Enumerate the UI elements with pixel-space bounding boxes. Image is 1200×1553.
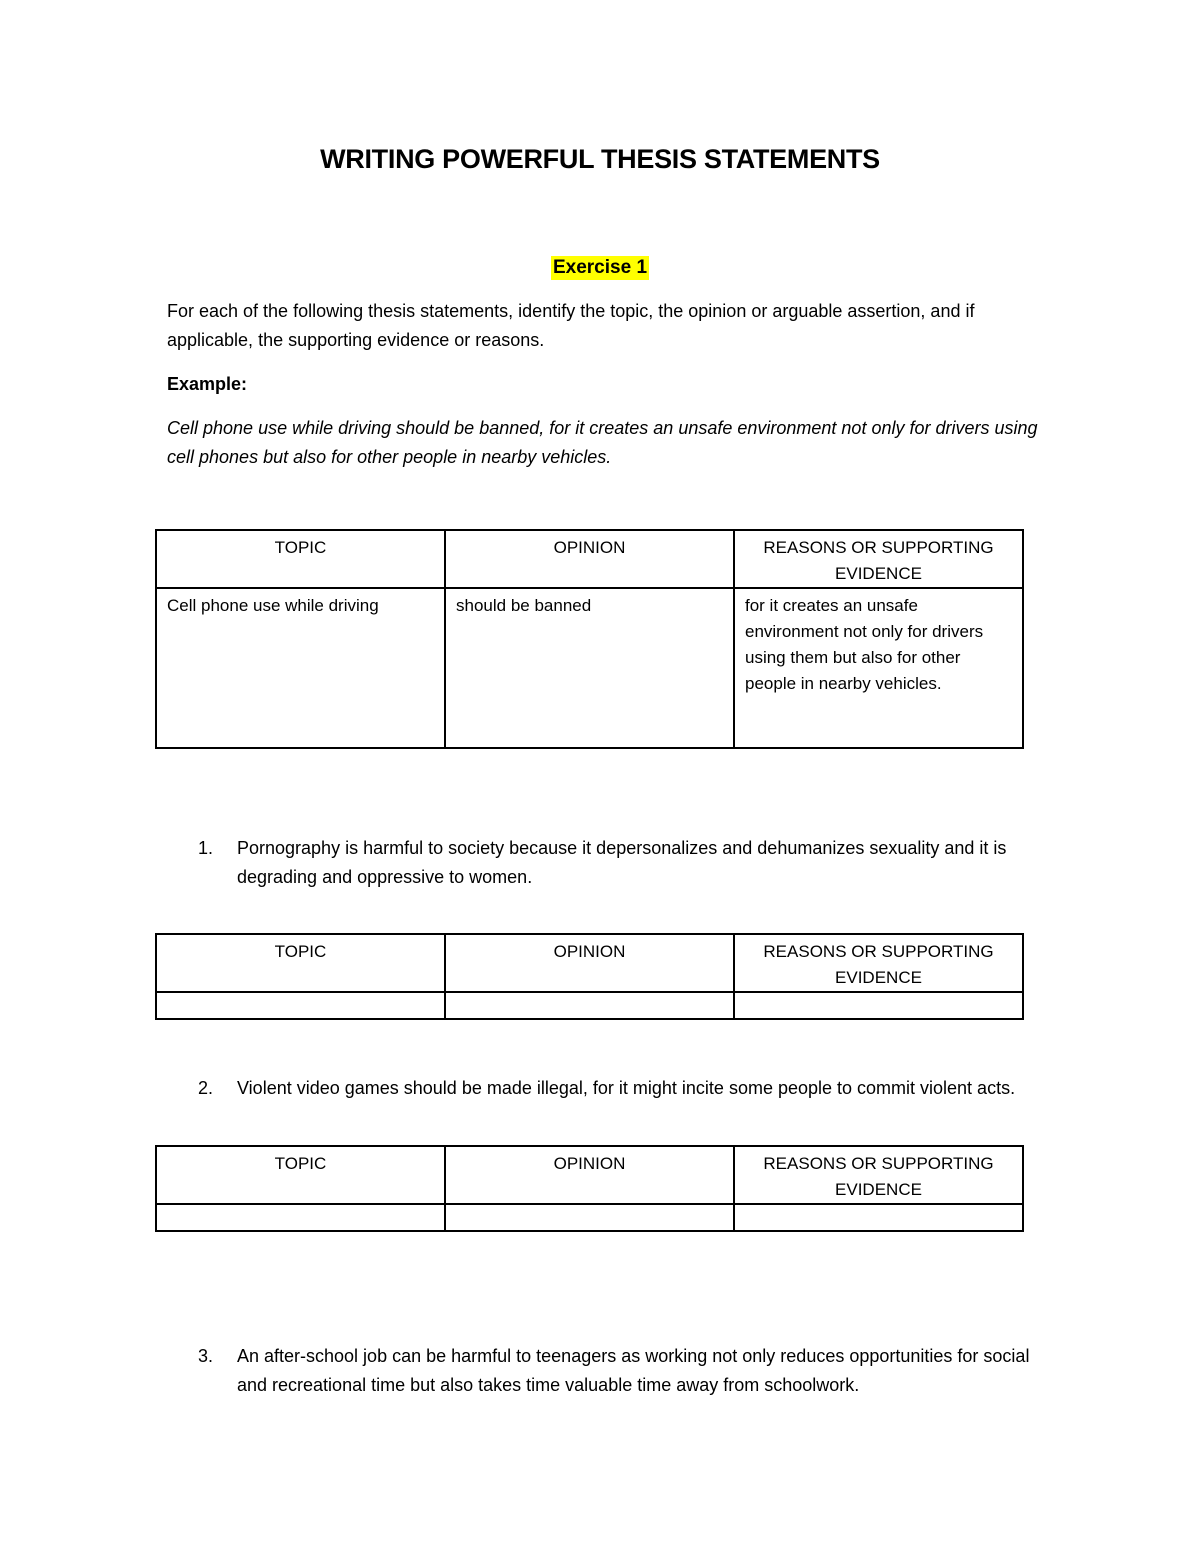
table-header-row (156, 530, 1023, 588)
question-number: 3. (198, 1346, 214, 1366)
header-topic: TOPIC (156, 530, 445, 588)
header-opinion: OPINION (445, 530, 734, 588)
question-text: Pornography is harmful to society because it depersonalizes and dehumanizes sexuality and it is degrading and oppressive to women. (237, 838, 1007, 887)
answer-cell-reasons[interactable] (734, 992, 1023, 1019)
table-row (156, 588, 1023, 748)
question-number: 1. (198, 838, 214, 858)
exercise-heading (0, 256, 1200, 280)
table-header-row (156, 934, 1023, 992)
table-header-row (156, 1146, 1023, 1204)
example-label: Example: (167, 374, 248, 394)
answer-table-2 (155, 1145, 1024, 1232)
answer-cell-opinion[interactable] (445, 992, 734, 1019)
header-topic: TOPIC (156, 934, 445, 992)
example-text: Cell phone use while driving should be banned, for it creates an unsafe environment not only for drivers using cell phones but also for other people in nearby vehicles. (167, 418, 1038, 467)
header-reasons: REASONS OR SUPPORTING EVIDENCE (734, 1146, 1023, 1204)
answer-cell-opinion[interactable] (445, 1204, 734, 1231)
instructions: For each of the following thesis statements, identify the topic, the opinion or arguable assertion, and if applicable, the supporting evidence or reasons. (167, 301, 975, 350)
cell-topic: Cell phone use while driving (156, 588, 445, 748)
answer-cell-topic[interactable] (156, 1204, 445, 1231)
answer-row (156, 1204, 1023, 1231)
header-opinion: OPINION (445, 1146, 734, 1204)
answer-cell-reasons[interactable] (734, 1204, 1023, 1231)
question-number: 2. (198, 1078, 214, 1098)
exercise-label: Exercise 1 (552, 257, 648, 278)
header-opinion: OPINION (445, 934, 734, 992)
header-topic: TOPIC (156, 1146, 445, 1204)
answer-table-1 (155, 933, 1024, 1020)
header-reasons: REASONS OR SUPPORTING EVIDENCE (734, 530, 1023, 588)
cell-reasons: for it creates an unsafe environment not only for drivers using them but also for other people in nearby vehicles. (734, 588, 1023, 748)
question-text: Violent video games should be made illegal, for it might incite some people to commit violent acts. (237, 1078, 1016, 1098)
cell-opinion: should be banned (445, 588, 734, 748)
answer-row (156, 992, 1023, 1019)
header-reasons: REASONS OR SUPPORTING EVIDENCE (734, 934, 1023, 992)
answer-cell-topic[interactable] (156, 992, 445, 1019)
example-table (155, 529, 1024, 749)
question-text: An after-school job can be harmful to teenagers as working not only reduces opportunities for social and recreational time but also takes time valuable time away from schoolwork. (237, 1346, 1030, 1395)
page-title: WRITING POWERFUL THESIS STATEMENTS (320, 144, 880, 174)
